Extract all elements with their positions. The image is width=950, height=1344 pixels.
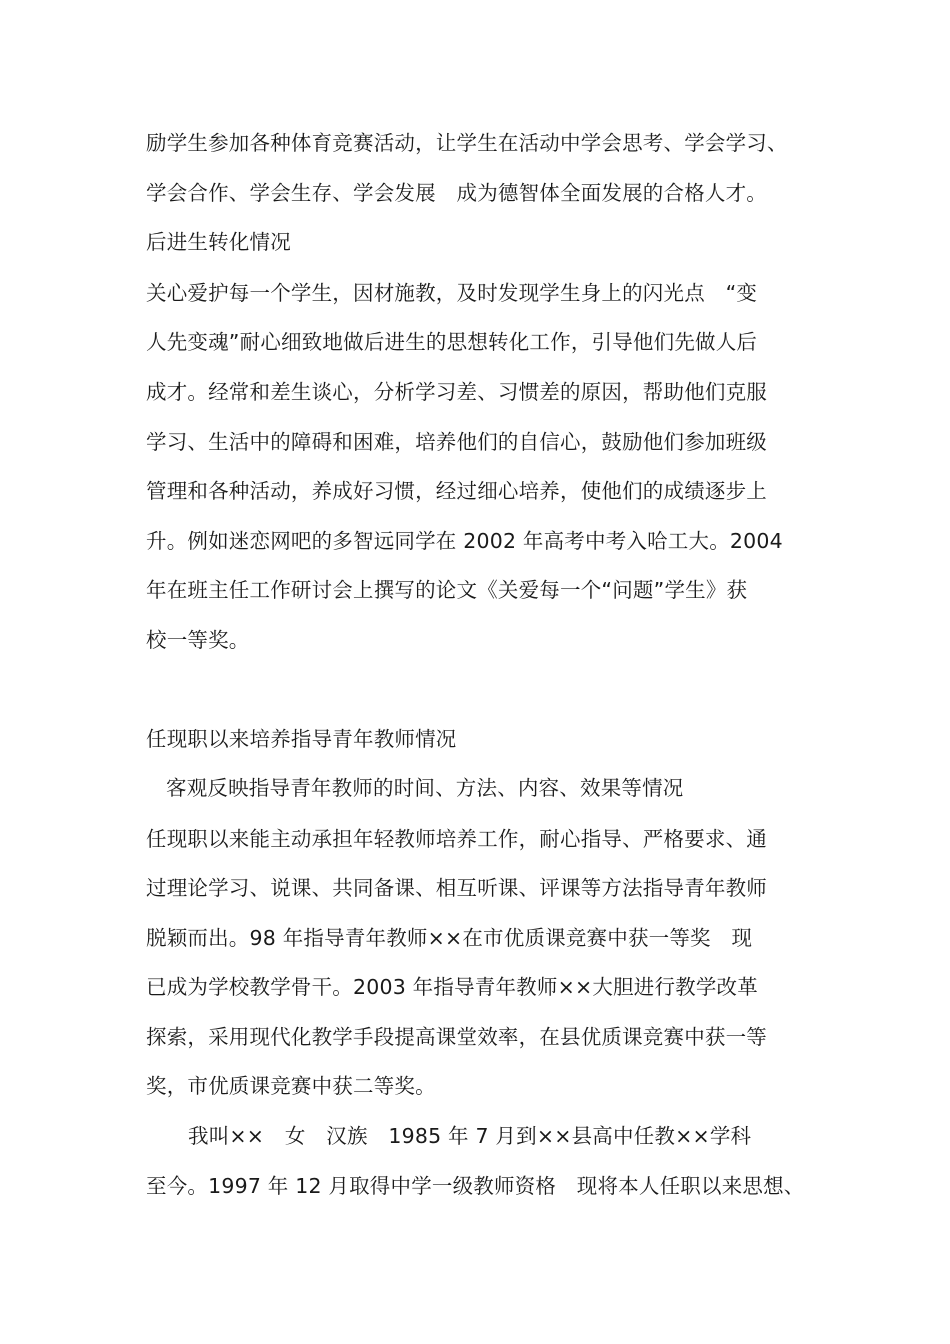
paragraph-line: 过理论学习、说课、共同备课、相互听课、评课等方法指导青年教师 bbox=[146, 876, 767, 900]
paragraph-line: 奖，市优质课竞赛中获二等奖。 bbox=[146, 1074, 436, 1098]
paragraph-line: 已成为学校教学骨干。2003 年指导青年教师××大胆进行教学改革 bbox=[146, 975, 758, 999]
paragraph-line: 脱颖而出。98 年指导青年教师××在市优质课竞赛中获一等奖 现 bbox=[146, 926, 753, 950]
paragraph-line: 升。例如迷恋网吧的多智远同学在 2002 年高考中考入哈工大。2004 bbox=[146, 529, 783, 553]
paragraph-line: 至今。1997 年 12 月取得中学一级教师资格 现将本人任职以来思想、 bbox=[146, 1174, 805, 1198]
paragraph-line: 探索，采用现代化教学手段提高课堂效率，在县优质课竞赛中获一等 bbox=[146, 1025, 767, 1049]
paragraph-line: 学习、生活中的障碍和困难，培养他们的自信心，鼓励他们参加班级 bbox=[146, 430, 767, 454]
paragraph-line: 人先变魂”耐心细致地做后进生的思想转化工作，引导他们先做人后 bbox=[146, 330, 758, 354]
paragraph-line: 关心爱护每一个学生，因材施教，及时发现学生身上的闪光点 “变 bbox=[146, 281, 758, 305]
paragraph-line: 管理和各种活动，养成好习惯，经过细心培养，使他们的成绩逐步上 bbox=[146, 479, 767, 503]
paragraph-line: 我叫×× 女 汉族 1985 年 7 月到××县高中任教××学科 bbox=[188, 1124, 752, 1148]
paragraph-line: 任现职以来能主动承担年轻教师培养工作，耐心指导、严格要求、通 bbox=[146, 827, 767, 851]
paragraph-line: 成才。经常和差生谈心，分析学习差、习惯差的原因，帮助他们克服 bbox=[146, 380, 767, 404]
paragraph-line: 校一等奖。 bbox=[146, 628, 250, 652]
section-heading-young-teacher-guidance: 任现职以来培养指导青年教师情况 bbox=[146, 727, 457, 751]
paragraph-line: 励学生参加各种体育竞赛活动，让学生在活动中学会思考、学会学习、 bbox=[146, 131, 788, 155]
section-heading-underachiever-conversion: 后进生转化情况 bbox=[146, 230, 291, 254]
paragraph-line: 年在班主任工作研讨会上撰写的论文《关爱每一个“问题”学生》获 bbox=[146, 578, 748, 602]
section-subheading: 客观反映指导青年教师的时间、方法、内容、效果等情况 bbox=[166, 776, 684, 800]
paragraph-line: 学会合作、学会生存、学会发展 成为德智体全面发展的合格人才。 bbox=[146, 181, 767, 205]
